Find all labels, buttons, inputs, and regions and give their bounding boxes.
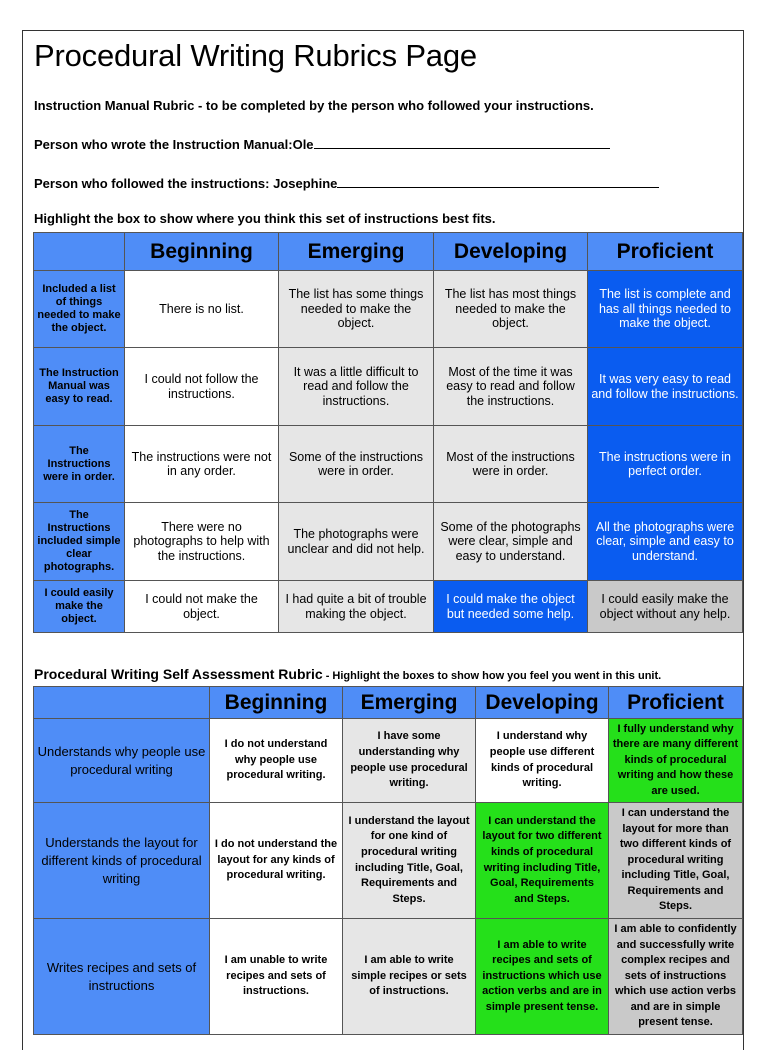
table-row (34, 503, 743, 581)
rubric2-header-row (34, 687, 743, 719)
table-row (34, 719, 743, 803)
rubric2-header-emerging: Emerging (343, 687, 476, 719)
follower-value[interactable]: Josephine (273, 176, 338, 191)
rubric2-cell[interactable]: I do not understand why people use procedural writing. (210, 719, 343, 803)
table-row (34, 581, 743, 633)
rubric1-header-emerging: Emerging (279, 233, 434, 271)
author-value[interactable]: Ole (292, 137, 314, 152)
table-row (34, 271, 743, 348)
follower-line (34, 175, 659, 191)
rubric1-cell[interactable]: I could not make the object. (125, 581, 279, 633)
rubric1-cell[interactable]: Most of the time it was easy to read and follow the instructions. (434, 348, 588, 426)
self-assessment-subtitle: - Highlight the boxes to show how you feel you went in this unit. (322, 670, 662, 682)
rubric1-header-proficient: Proficient (588, 233, 743, 271)
rubric1-cell[interactable]: There is no list. (125, 271, 279, 348)
rubric2-cell[interactable]: I am able to confidently and successfully write complex recipes and sets of instructions which use action verbs and are in simple present tense. (609, 919, 743, 1035)
rubric1-criterion: I could easily make the object. (34, 581, 125, 633)
rubric1-cell[interactable]: Most of the instructions were in order. (434, 426, 588, 503)
rubric2-criterion: Understands the layout for different kinds of procedural writing (34, 803, 210, 919)
rubric2-cell[interactable]: I fully understand why there are many different kinds of procedural writing and how these are used. (609, 719, 743, 803)
self-assessment-heading: Procedural Writing Self Assessment Rubric (34, 666, 323, 682)
rubric1-cell[interactable]: The list has most things needed to make the object. (434, 271, 588, 348)
rubric1-cell[interactable]: The list has some things needed to make the object. (279, 271, 434, 348)
highlight-instruction: Highlight the box to show where you think this set of instructions best fits. (34, 211, 496, 226)
table-row (34, 803, 743, 919)
intro-text: Instruction Manual Rubric - to be completed by the person who followed your instructions. (34, 98, 594, 113)
rubric1-cell[interactable]: Some of the instructions were in order. (279, 426, 434, 503)
rubric2-cell[interactable]: I do not understand the layout for any kinds of procedural writing. (210, 803, 343, 919)
rubric1-criterion: The Instructions included simple clear photographs. (34, 503, 125, 581)
rubric2-cell[interactable]: I understand why people use different kinds of procedural writing. (476, 719, 609, 803)
rubric1-criterion: Included a list of things needed to make the object. (34, 271, 125, 348)
rubric2-cell[interactable]: I am able to write recipes and sets of instructions which use action verbs and are in simple present tense. (476, 919, 609, 1035)
rubric2-header-proficient: Proficient (609, 687, 743, 719)
rubric1-header-developing: Developing (434, 233, 588, 271)
rubric1-cell[interactable]: I could not follow the instructions. (125, 348, 279, 426)
author-underline (314, 136, 610, 149)
rubric1-corner (34, 233, 125, 271)
author-line (34, 136, 610, 152)
rubric2-cell[interactable]: I can understand the layout for two different kinds of procedural writing including Title, Goal, Requirements and Steps. (476, 803, 609, 919)
instruction-manual-rubric (33, 232, 743, 633)
self-assessment-title (34, 666, 661, 684)
rubric1-cell[interactable]: I could easily make the object without any help. (588, 581, 743, 633)
rubric1-cell[interactable]: The instructions were in perfect order. (588, 426, 743, 503)
table-row (34, 348, 743, 426)
rubric1-header-beginning: Beginning (125, 233, 279, 271)
rubric1-cell[interactable]: All the photographs were clear, simple and easy to understand. (588, 503, 743, 581)
rubric1-criterion: The Instruction Manual was easy to read. (34, 348, 125, 426)
author-label: Person who wrote the Instruction Manual: (34, 137, 293, 152)
rubric2-corner (34, 687, 210, 719)
rubric2-cell[interactable]: I understand the layout for one kind of procedural writing including Title, Goal, Requirements and Steps. (343, 803, 476, 919)
rubric1-cell[interactable]: There were no photographs to help with the instructions. (125, 503, 279, 581)
self-assessment-rubric (33, 686, 743, 1035)
rubric1-cell[interactable]: The photographs were unclear and did not help. (279, 503, 434, 581)
rubric2-cell[interactable]: I am able to write simple recipes or sets of instructions. (343, 919, 476, 1035)
rubric2-cell[interactable]: I can understand the layout for more than two different kinds of procedural writing including Title, Goal, Requirements and Steps. (609, 803, 743, 919)
page-title: Procedural Writing Rubrics Page (34, 38, 477, 73)
rubric2-criterion: Understands why people use procedural writing (34, 719, 210, 803)
follower-label: Person who followed the instructions: (34, 176, 274, 191)
table-row (34, 919, 743, 1035)
follower-underline (337, 175, 659, 188)
rubric2-header-beginning: Beginning (210, 687, 343, 719)
rubric1-cell[interactable]: I had quite a bit of trouble making the object. (279, 581, 434, 633)
rubric1-cell[interactable]: The list is complete and has all things needed to make the object. (588, 271, 743, 348)
rubric1-header-row (34, 233, 743, 271)
rubric1-cell[interactable]: It was a little difficult to read and follow the instructions. (279, 348, 434, 426)
rubric2-cell[interactable]: I am unable to write recipes and sets of instructions. (210, 919, 343, 1035)
table-row (34, 426, 743, 503)
rubric1-cell[interactable]: It was very easy to read and follow the instructions. (588, 348, 743, 426)
rubric1-cell[interactable]: Some of the photographs were clear, simple and easy to understand. (434, 503, 588, 581)
rubric2-criterion: Writes recipes and sets of instructions (34, 919, 210, 1035)
rubric2-cell[interactable]: I have some understanding why people use procedural writing. (343, 719, 476, 803)
rubric1-cell[interactable]: The instructions were not in any order. (125, 426, 279, 503)
rubric2-header-developing: Developing (476, 687, 609, 719)
rubric1-cell[interactable]: I could make the object but needed some help. (434, 581, 588, 633)
rubric1-criterion: The Instructions were in order. (34, 426, 125, 503)
